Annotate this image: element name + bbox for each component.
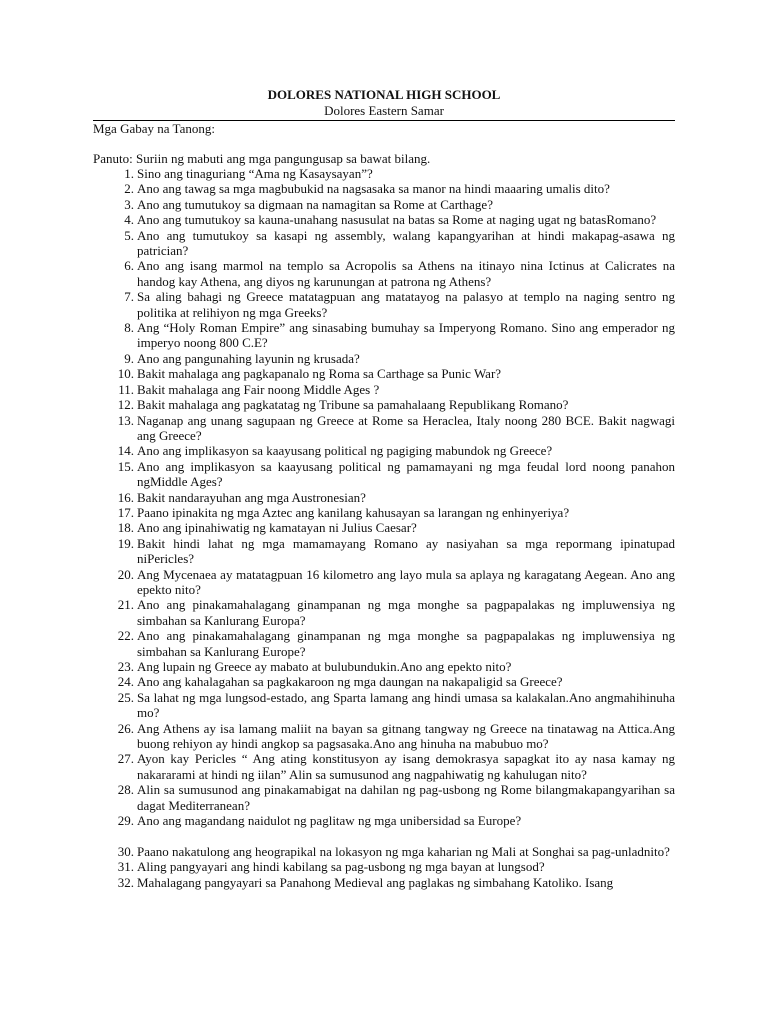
question-item — [93, 197, 675, 212]
question-item — [93, 258, 675, 289]
school-location: Dolores Eastern Samar — [324, 103, 444, 118]
question-item — [93, 690, 675, 721]
question-item — [93, 813, 675, 828]
question-number: 28. — [117, 782, 134, 798]
question-item — [93, 751, 675, 782]
question-number: 16. — [117, 489, 134, 505]
question-number: 12. — [117, 397, 134, 413]
question-text: Ano ang tumutukoy sa kasapi ng assembly, walang kapangyarihan at hindi makapag-asawa ng patrician? — [137, 227, 675, 259]
question-text: Bakit mahalaga ang pagkatatag ng Tribune sa pamahalaang Republikang Romano? — [137, 397, 569, 413]
question-number: 30. — [117, 843, 134, 859]
question-item — [93, 520, 675, 535]
blank-line — [93, 828, 675, 843]
question-number: 25. — [117, 689, 134, 705]
question-number: 20. — [117, 566, 134, 582]
question-item — [93, 782, 675, 813]
question-text: Ano ang pinakamahalagang ginampanan ng mga monghe sa pagpapalakas ng impluwensiya ng simbahan sa Kanlurang Europe? — [137, 628, 675, 659]
question-text: Ano ang magandang naidulot ng paglitaw ng mga unibersidad sa Europe? — [137, 813, 522, 829]
question-text: Sa lahat ng mga lungsod-estado, ang Sparta lamang ang hindi umasa sa kalakalan.Ano angmahihinuha mo? — [137, 689, 675, 721]
question-text: Ang Athens ay isa lamang maliit na bayan sa gitnang tangway ng Greece na tinatawag na Attica.Ang buong rehiyon ay hindi angkop sa pagsasaka.Ano ang hinuha na mabubuo mo? — [137, 720, 675, 752]
question-text: Alin sa sumusunod ang pinakamabigat na dahilan ng pag-usbong ng Rome bilangmakapangyarihan sa dagat Mediterranean? — [137, 782, 675, 813]
question-item — [93, 459, 675, 490]
question-item — [93, 721, 675, 752]
question-number: 15. — [117, 458, 134, 474]
question-number: 31. — [117, 859, 134, 875]
question-text: Ano ang pangunahing layunin ng krusada? — [137, 350, 360, 366]
question-number: 13. — [117, 412, 134, 428]
question-item — [93, 859, 675, 874]
question-text: Paano ipinakita ng mga Aztec ang kanilang kahusayan sa larangan ng enhinyeriya? — [137, 504, 570, 520]
question-number: 9. — [124, 350, 134, 366]
question-item — [93, 490, 675, 505]
school-name: DOLORES NATIONAL HIGH SCHOOL — [267, 87, 501, 102]
question-number: 3. — [124, 196, 134, 212]
question-text: Ano ang pinakamahalagang ginampanan ng mga monghe sa pagpapalakas ng impluwensiya ng simbahan sa Kanlurang Europa? — [137, 597, 675, 628]
question-number: 4. — [124, 212, 134, 228]
question-text: Ano ang implikasyon sa kaayusang political ng pamamayani ng mga feudal lord noong panahon ngMiddle Ages? — [137, 458, 675, 490]
question-text: Bakit nandarayuhan ang mga Austronesian? — [137, 489, 366, 505]
question-number: 1. — [124, 166, 134, 181]
section-title: Mga Gabay na Tanong: — [93, 121, 215, 136]
question-text: Ano ang implikasyon sa kaayusang political ng pagiging mabundok ng Greece? — [137, 443, 553, 459]
question-item — [93, 628, 675, 659]
question-item — [93, 505, 675, 520]
question-number: 32. — [117, 874, 134, 890]
question-item — [93, 413, 675, 444]
question-number: 24. — [117, 674, 134, 690]
question-item — [93, 320, 675, 351]
question-item — [93, 366, 675, 381]
question-item — [93, 166, 675, 181]
question-number: 18. — [117, 520, 134, 536]
question-number: 6. — [124, 258, 134, 274]
question-item — [93, 567, 675, 598]
question-item — [93, 443, 675, 458]
instructions: Panuto: Suriin ng mabuti ang mga pangungusap sa bawat bilang. — [93, 151, 431, 166]
question-item — [93, 844, 675, 859]
question-text: Sa aling bahagi ng Greece matatagpuan ang matatayog na palasyo at templo na naging sentro ng politika at relihiyon ng mga Greeks? — [137, 289, 675, 320]
question-item — [93, 674, 675, 689]
question-item — [93, 212, 675, 227]
question-number: 19. — [117, 535, 134, 551]
question-item — [93, 228, 675, 259]
question-text: Ano ang tawag sa mga magbubukid na nagsasaka sa manor na hindi maaaring umalis dito? — [137, 181, 610, 197]
question-text: Ano ang tumutukoy sa kauna-unahang nasusulat na batas sa Rome at naging ugat ng batasRomano? — [137, 212, 657, 228]
question-text: Ang Mycenaea ay matatagpuan 16 kilometro ang layo mula sa aplaya ng karagatang Aegean. Ano ang epekto nito? — [137, 566, 675, 597]
question-number: 11. — [118, 381, 134, 397]
question-text: Ang “Holy Roman Empire” ang sinasabing bumuhay sa Imperyong Romano. Sino ang emperador ng imperyo noong 800 C.E? — [137, 320, 675, 351]
question-number: 7. — [124, 289, 134, 305]
question-text: Ano ang isang marmol na templo sa Acropolis sa Athens na itinayo nina Ictinus at Calicrates na handog kay Athena, ang diyos ng karunungan at patrona ng Athens? — [137, 258, 675, 289]
question-text: Bakit hindi lahat ng mga mamamayang Romano ay nasiyahan sa mga repormang ipinatupad niPericles? — [137, 535, 675, 567]
question-number: 26. — [117, 720, 134, 736]
question-item — [93, 351, 675, 366]
question-number: 5. — [124, 227, 134, 243]
question-item — [93, 181, 675, 196]
question-number: 23. — [117, 659, 134, 674]
question-text: Aling pangyayari ang hindi kabilang sa pag-usbong ng mga bayan at lungsod? — [137, 859, 545, 875]
question-number: 2. — [124, 181, 134, 197]
question-item — [93, 597, 675, 628]
question-number: 29. — [117, 813, 134, 829]
question-number: 27. — [117, 751, 134, 767]
question-text: Ano ang tumutukoy sa digmaan na namagitan sa Rome at Carthage? — [137, 196, 493, 212]
question-item — [93, 397, 675, 412]
question-item — [93, 382, 675, 397]
question-number: 17. — [117, 504, 134, 520]
question-item — [93, 536, 675, 567]
question-number: 10. — [117, 366, 134, 382]
question-text: Paano nakatulong ang heograpikal na lokasyon ng mga kaharian ng Mali at Songhai sa pag-unladnito? — [137, 843, 670, 859]
question-item — [93, 875, 675, 890]
question-item — [93, 659, 675, 674]
question-list — [93, 166, 675, 890]
question-number: 14. — [117, 443, 134, 459]
question-number: 8. — [124, 320, 134, 336]
question-text: Ano ang kahalagahan sa pagkakaroon ng mga daungan na nakapaligid sa Greece? — [137, 674, 563, 690]
question-text: Bakit mahalaga ang Fair noong Middle Ages ? — [137, 381, 380, 397]
question-number: 22. — [117, 628, 134, 644]
question-text: Ang lupain ng Greece ay mabato at bulubundukin.Ano ang epekto nito? — [137, 659, 512, 674]
question-text: Naganap ang unang sagupaan ng Greece at Rome sa Heraclea, Italy noong 280 BCE. Bakit nagwagi ang Greece? — [137, 412, 675, 443]
question-text: Bakit mahalaga ang pagkapanalo ng Roma sa Carthage sa Punic War? — [137, 366, 502, 382]
question-text: Ano ang ipinahiwatig ng kamatayan ni Julius Caesar? — [137, 520, 417, 536]
question-text: Mahalagang pangyayari sa Panahong Medieval ang paglakas ng simbahang Katoliko. Isang — [137, 874, 614, 890]
question-text: Ayon kay Pericles “ Ang ating konstitusyon ay isang demokrasya sapagkat ito ay nasa kamay ng nakararami at hindi ng iilan” Alin sa sumusunod ang nagpahiwatig ng kahulugan nito? — [137, 751, 675, 782]
question-text: Sino ang tinaguriang “Ama ng Kasaysayan”? — [137, 166, 373, 181]
question-number: 21. — [117, 597, 134, 613]
question-item — [93, 289, 675, 320]
